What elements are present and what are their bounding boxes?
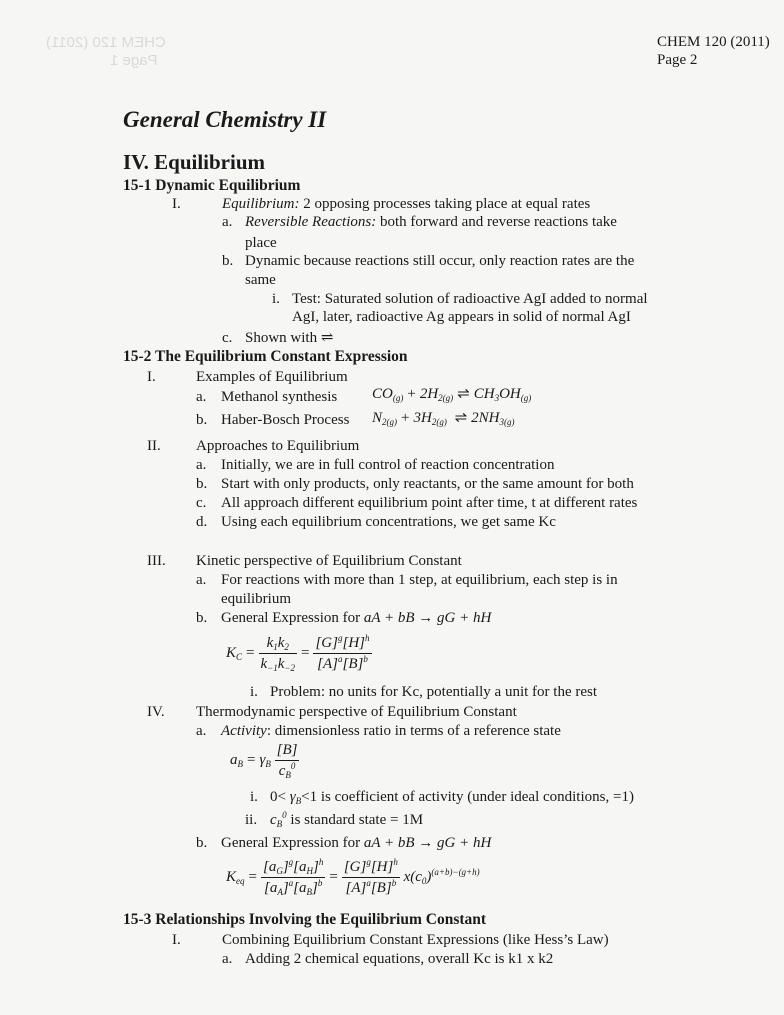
gamma-symbol: $\gamma_B$ (289, 789, 302, 806)
roman-numeral: I. (147, 369, 156, 385)
text: General Expression for (221, 610, 364, 626)
text: both forward and reverse reactions take (376, 214, 617, 230)
haber-text: Haber-Bosch Process (221, 412, 350, 428)
activity-text (221, 722, 561, 740)
text-continuation: place (245, 235, 277, 251)
list-label: a. (196, 457, 207, 473)
list-label: a. (196, 723, 207, 739)
activity-coefficient-text (270, 788, 634, 806)
list-label: a. (222, 214, 233, 230)
general-reaction: aA + bB → gG + hH (363, 610, 492, 626)
section-15-1-heading: 15-1 Dynamic Equilibrium (123, 177, 301, 194)
list-item: All approach different equilibrium point after time, t at different rates (221, 495, 638, 511)
section-15-2-heading: 15-2 The Equilibrium Constant Expression (123, 348, 408, 365)
roman-numeral: I. (172, 196, 181, 212)
combining-text: Combining Equilibrium Constant Expressions (like Hess’s Law) (222, 932, 609, 948)
reversible-reactions (245, 213, 617, 231)
term: Reversible Reactions: (245, 214, 377, 230)
list-label: i. (250, 789, 258, 805)
activity-formula: $a_B = \gamma_B$ $\frac{[B]}{c_B^0}$ (230, 742, 298, 780)
bleed-through-page (110, 52, 158, 69)
problem-text: Problem: no units for Kc, potentially a unit for the rest (270, 684, 598, 700)
general-expression-text (221, 834, 491, 852)
term: Activity (221, 723, 267, 739)
list-label: b. (196, 610, 208, 626)
term: Equilibrium: (222, 196, 300, 212)
text: : dimensionless ratio in terms of a reference state (266, 723, 561, 739)
list-label: i. (250, 684, 258, 700)
list-item: Using each equilibrium concentrations, we get same Kc (221, 514, 556, 530)
adding-equations-text: Adding 2 chemical equations, overall Kc is k1 x k2 (245, 951, 554, 967)
page-number: Page 2 (657, 52, 698, 68)
list-item: Initially, we are in full control of reaction concentration (221, 457, 555, 473)
examples-heading: Examples of Equilibrium (196, 369, 348, 385)
shown-with-text: Shown with ⇌ (245, 330, 334, 346)
general-reaction: aA + bB → gG + hH (363, 835, 492, 851)
list-label: ii. (245, 812, 258, 828)
list-label: d. (196, 514, 208, 530)
roman-numeral: I. (172, 932, 181, 948)
list-label: c. (222, 330, 233, 346)
course-header: CHEM 120 (2011) (657, 34, 770, 50)
roman-numeral: II. (147, 438, 161, 454)
text: 2 opposing processes taking place at equal rates (299, 196, 591, 212)
keq-thermo-formula: $K_{eq}$ = $\frac{[a_G]^g[a_H]^h}{[a_A]^a[a_B]^b}$ = $\frac{[G]^g[H]^h}{[A]^a[B]^b}$ $x(c_0)^{(a+b)-(g+h)}$ (226, 857, 480, 897)
bleed-through-line1: CHEM 120 (2011) (46, 34, 166, 51)
list-label: b. (196, 476, 208, 492)
list-label: b. (196, 412, 208, 428)
text-continuation: same (245, 272, 276, 288)
text: 0< (270, 789, 286, 805)
text-continuation: equilibrium (221, 591, 291, 607)
equilibrium-definition (222, 195, 590, 213)
test-text: Test: Saturated solution of radioactive AgI added to normal (292, 291, 648, 307)
methanol-text: Methanol synthesis (221, 389, 338, 405)
kc-kinetic-formula: $K_C$ = $\frac{k_1k_2}{k_{-1}k_{-2}}$ = $\frac{[G]^g[H]^h}{[A]^a[B]^b}$ (226, 633, 370, 673)
bleed-through-line2: Page 1 (110, 52, 158, 69)
list-item: Start with only products, only reactants, or the same amount for both (221, 476, 634, 492)
unit-heading: IV. Equilibrium (123, 150, 266, 174)
page-title: General Chemistry II (123, 107, 327, 132)
list-label: b. (196, 835, 208, 851)
kinetic-heading: Kinetic perspective of Equilibrium Constant (196, 553, 462, 569)
thermo-heading: Thermodynamic perspective of Equilibrium Constant (196, 704, 517, 720)
roman-numeral: III. (147, 553, 166, 569)
standard-state-symbol: $c_B^0$ (270, 810, 287, 829)
list-label: a. (196, 572, 207, 588)
methanol-equation: $CO_{(g)} + 2H_{2(g)}$ ⇌ $CH_3OH_{(g)}$ (372, 386, 532, 403)
roman-numeral: IV. (147, 704, 165, 720)
text: is standard state = 1M (290, 812, 424, 828)
list-label: i. (272, 291, 280, 307)
list-label: a. (222, 951, 233, 967)
list-label: a. (196, 389, 207, 405)
kinetic-text: For reactions with more than 1 step, at equilibrium, each step is in (221, 572, 618, 588)
list-label: b. (222, 253, 234, 269)
text: <1 is coefficient of activity (under ideal conditions, =1) (301, 789, 634, 805)
section-15-3-heading: 15-3 Relationships Involving the Equilibrium Constant (123, 911, 487, 928)
haber-equation: $N_{2(g)} + 3H_{2(g)}$ ⇌ $2NH_{3(g)}$ (372, 410, 515, 427)
standard-state-text (270, 811, 423, 829)
dynamic-text: Dynamic because reactions still occur, only reaction rates are the (245, 253, 635, 269)
general-expression-text (221, 609, 491, 627)
list-label: c. (196, 495, 207, 511)
bleed-through-header (46, 34, 166, 51)
approaches-heading: Approaches to Equilibrium (196, 438, 360, 454)
text: General Expression for (221, 835, 364, 851)
text-continuation: AgI, later, radioactive Ag appears in solid of normal AgI (292, 309, 631, 325)
